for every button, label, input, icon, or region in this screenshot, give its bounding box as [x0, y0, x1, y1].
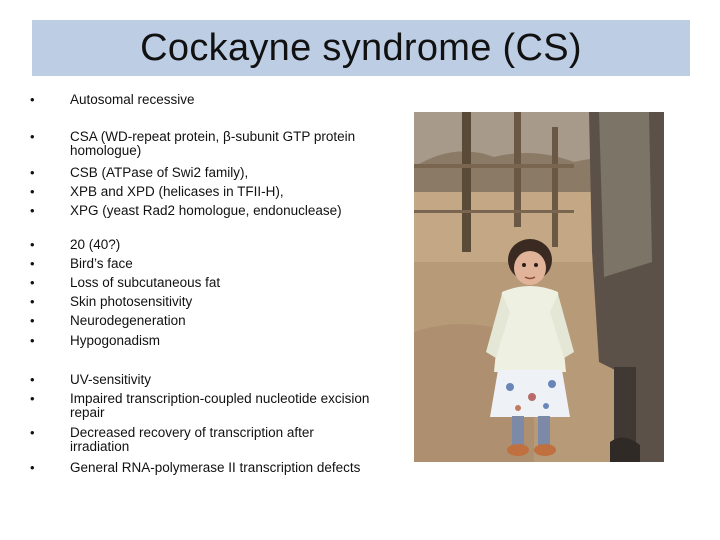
bullet-dot: •	[30, 256, 35, 271]
bullet-text: CSA (WD-repeat protein, β-subunit GTP protein homologue)	[70, 129, 356, 158]
bullet-dot: •	[30, 460, 35, 475]
bullet-dot: •	[30, 333, 35, 348]
bullet-dot: •	[30, 203, 35, 218]
bullet-dot: •	[30, 313, 35, 328]
bullet-text: Autosomal recessive	[70, 92, 195, 107]
bullet-text: CSB (ATPase of Swi2 family),	[70, 165, 249, 180]
bullet-text: Loss of subcutaneous fat	[70, 275, 221, 290]
bullet-dot: •	[30, 294, 35, 309]
photo-child	[414, 112, 664, 462]
bullet-text: Skin photosensitivity	[70, 294, 193, 309]
bullet-text: General RNA-polymerase II transcription defects	[70, 460, 361, 475]
photo-child-with-cockayne-syndrome-icon	[414, 112, 664, 462]
bullet-text: XPB and XPD (helicases in TFII-H),	[70, 184, 284, 199]
bullet-dot: •	[30, 275, 35, 290]
bullet-text: 20 (40?)	[70, 237, 121, 252]
bullet-text: Decreased recovery of transcription after irradiation	[70, 425, 314, 454]
bullet-dot: •	[30, 165, 35, 180]
bullet-dot: •	[30, 372, 35, 387]
bullet-text: Neurodegeneration	[70, 313, 186, 328]
bullet-dot: •	[30, 129, 35, 144]
bullet-dot: •	[30, 237, 35, 252]
bullet-text: XPG (yeast Rad2 homologue, endonuclease)	[70, 203, 342, 218]
slide-title: Cockayne syndrome (CS)	[140, 26, 582, 69]
bullet-dot: •	[30, 92, 35, 107]
bullet-text: Hypogonadism	[70, 333, 161, 348]
bullet-text: Bird’s face	[70, 256, 133, 271]
bullet-dot: •	[30, 391, 35, 406]
bullet-dot: •	[30, 425, 35, 440]
bullet-text: Impaired transcription-coupled nucleotide excision repair	[70, 391, 370, 420]
bullet-dot: •	[30, 184, 35, 199]
bullet-text: UV-sensitivity	[70, 372, 152, 387]
